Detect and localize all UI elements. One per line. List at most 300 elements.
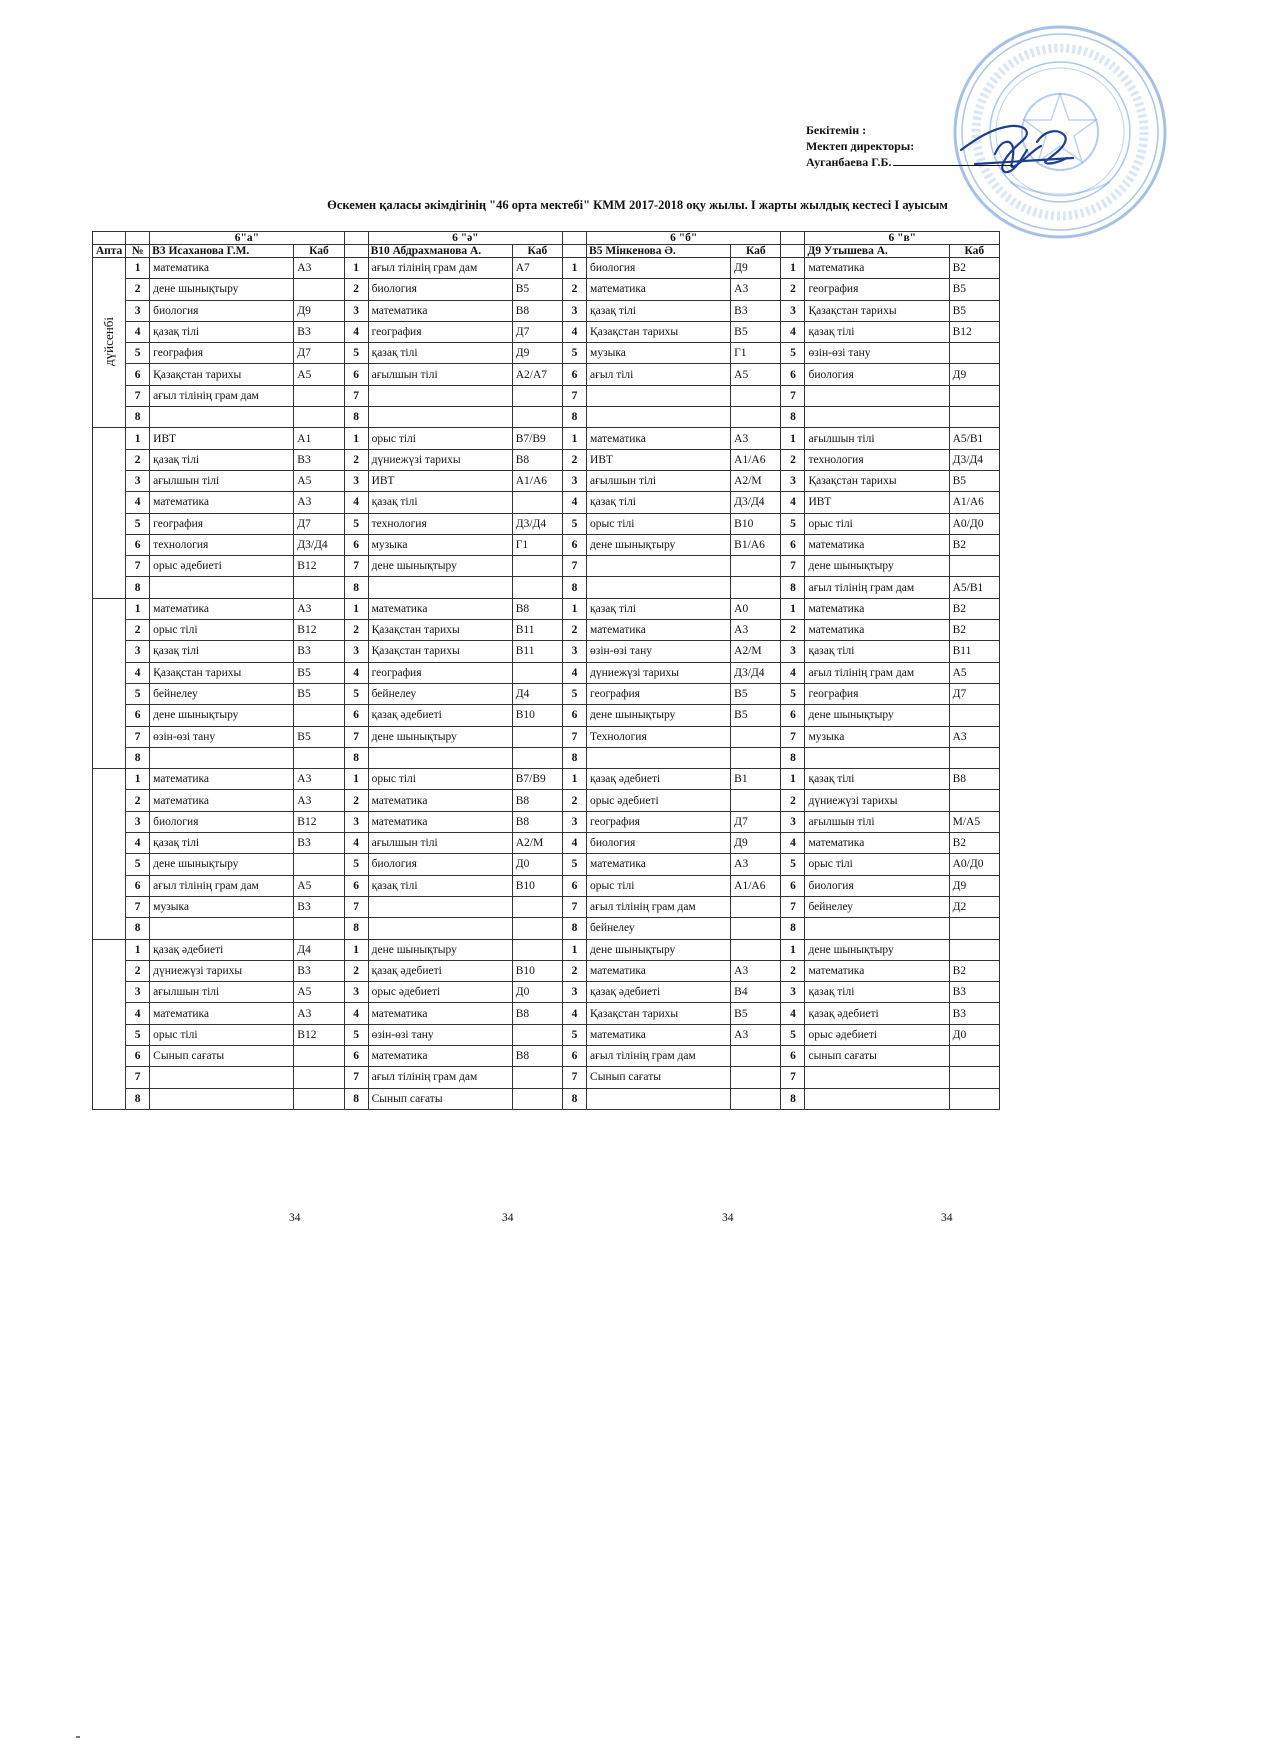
subject-cell: дүниежүзі тарихы (368, 449, 512, 470)
lesson-number: 6 (126, 364, 150, 385)
room-cell: Д3/Д4 (512, 513, 562, 534)
lesson-number: 4 (563, 662, 587, 683)
room-cell: В2 (949, 598, 999, 619)
subject-cell: дене шынықтыру (150, 854, 294, 875)
room-cell: Д7 (949, 683, 999, 704)
room-cell (949, 790, 999, 811)
subject-cell: ағыл тілі (587, 364, 731, 385)
subject-cell: ағылшын тілі (150, 982, 294, 1003)
lesson-number: 6 (781, 705, 805, 726)
subject-cell: география (805, 683, 949, 704)
subject-cell (150, 1067, 294, 1088)
lesson-number: 4 (563, 833, 587, 854)
table-row (93, 1003, 1000, 1024)
lesson-number: 4 (781, 833, 805, 854)
subject-cell: дене шынықтыру (587, 939, 731, 960)
room-cell (512, 726, 562, 747)
subject-cell: бейнелеу (150, 683, 294, 704)
lesson-number: 7 (126, 726, 150, 747)
lesson-number: 4 (126, 321, 150, 342)
lesson-number: 3 (126, 300, 150, 321)
room-cell: А5 (949, 662, 999, 683)
room-cell: А0 (731, 598, 781, 619)
subject-cell: дүниежүзі тарихы (805, 790, 949, 811)
lesson-number: 7 (781, 1067, 805, 1088)
subject-cell: математика (150, 769, 294, 790)
room-cell: В5 (294, 662, 344, 683)
teacher-header-row (93, 245, 1000, 258)
subject-cell: бейнелеу (805, 896, 949, 917)
room-cell: А3 (731, 1024, 781, 1045)
table-row (93, 960, 1000, 981)
table-row (93, 407, 1000, 428)
room-cell (294, 279, 344, 300)
lesson-number: 1 (563, 769, 587, 790)
room-cell (949, 918, 999, 939)
room-cell: В5 (512, 279, 562, 300)
table-row (93, 620, 1000, 641)
lesson-number: 7 (126, 385, 150, 406)
room-cell: В1 (731, 769, 781, 790)
table-row (93, 939, 1000, 960)
subject-cell: ағыл тілінің грам дам (587, 896, 731, 917)
subject-cell: қазақ тілі (368, 343, 512, 364)
room-cell: В3 (294, 641, 344, 662)
room-cell: В8 (512, 598, 562, 619)
lesson-number: 7 (344, 385, 368, 406)
lesson-number: 8 (563, 747, 587, 768)
subject-cell: ИВТ (150, 428, 294, 449)
subject-cell: орыс тілі (805, 513, 949, 534)
room-cell: Д4 (294, 939, 344, 960)
subject-cell (587, 1088, 731, 1109)
room-cell: В10 (731, 513, 781, 534)
room-cell: А1/А6 (731, 449, 781, 470)
lesson-number: 2 (563, 620, 587, 641)
lesson-number: 8 (781, 918, 805, 939)
lesson-number: 6 (563, 875, 587, 896)
room-cell (949, 939, 999, 960)
lesson-number: 8 (781, 1088, 805, 1109)
total-hours: 34 (502, 1212, 514, 1224)
subject-cell: қазақ әдебиеті (150, 939, 294, 960)
lesson-number: 3 (126, 982, 150, 1003)
room-cell: Д3/Д4 (294, 534, 344, 555)
room-cell: В12 (949, 321, 999, 342)
room-cell (294, 385, 344, 406)
header-blank (344, 245, 368, 258)
room-cell (949, 747, 999, 768)
room-cell: А3 (294, 258, 344, 279)
lesson-number: 1 (563, 939, 587, 960)
subject-cell (150, 577, 294, 598)
lesson-number: 7 (344, 726, 368, 747)
subject-cell: ИВТ (805, 492, 949, 513)
lesson-number: 5 (126, 854, 150, 875)
subject-cell: орыс тілі (587, 875, 731, 896)
lesson-number: 7 (563, 385, 587, 406)
room-cell: А2/М (731, 641, 781, 662)
day-cell (93, 769, 126, 939)
lesson-number: 3 (344, 641, 368, 662)
lesson-number: 2 (563, 960, 587, 981)
room-cell (294, 1045, 344, 1066)
lesson-number: 8 (781, 577, 805, 598)
header-blank (344, 232, 368, 245)
lesson-number: 3 (344, 300, 368, 321)
day-cell (93, 428, 126, 598)
class-header-row (93, 232, 1000, 245)
total-hours: 34 (722, 1212, 734, 1224)
subject-cell: бейнелеу (368, 683, 512, 704)
lesson-number: 7 (563, 896, 587, 917)
subject-cell: орыс тілі (150, 620, 294, 641)
room-cell: В12 (294, 556, 344, 577)
subject-cell: Қазақстан тарихы (587, 321, 731, 342)
subject-cell: қазақ әдебиеті (368, 960, 512, 981)
subject-cell: математика (368, 1045, 512, 1066)
subject-cell: технология (368, 513, 512, 534)
lesson-number: 8 (563, 1088, 587, 1109)
room-cell: В5 (949, 279, 999, 300)
lesson-number: 6 (126, 705, 150, 726)
room-cell (512, 896, 562, 917)
lesson-number: 5 (344, 1024, 368, 1045)
subject-cell: Қазақстан тарихы (150, 364, 294, 385)
subject-cell: математика (805, 833, 949, 854)
lesson-number: 6 (563, 364, 587, 385)
table-row (93, 982, 1000, 1003)
room-cell: А1 (294, 428, 344, 449)
lesson-number: 5 (563, 854, 587, 875)
room-cell (949, 1088, 999, 1109)
lesson-number: 5 (563, 343, 587, 364)
day-name: дүйсенбі (101, 316, 117, 366)
lesson-number: 3 (344, 811, 368, 832)
header-blank (781, 232, 805, 245)
room-cell: Д7 (731, 811, 781, 832)
table-row (93, 641, 1000, 662)
room-cell: В8 (512, 300, 562, 321)
table-row (93, 918, 1000, 939)
subject-cell (805, 407, 949, 428)
room-cell (731, 556, 781, 577)
lesson-number: 7 (126, 896, 150, 917)
room-cell: В11 (512, 620, 562, 641)
room-cell: А3 (294, 598, 344, 619)
subject-cell: ағыл тілінің грам дам (150, 385, 294, 406)
lesson-number: 5 (344, 513, 368, 534)
room-cell (512, 407, 562, 428)
room-cell (949, 705, 999, 726)
subject-cell: Қазақстан тарихы (368, 641, 512, 662)
table-row (93, 833, 1000, 854)
subject-cell: орыс тілі (150, 1024, 294, 1045)
lesson-number: 3 (781, 982, 805, 1003)
subject-cell (368, 918, 512, 939)
subject-cell (150, 747, 294, 768)
lesson-number: 2 (344, 620, 368, 641)
subject-cell: математика (150, 1003, 294, 1024)
room-cell: А5 (731, 364, 781, 385)
subject-cell: Сынып сағаты (587, 1067, 731, 1088)
lesson-number: 3 (781, 641, 805, 662)
subject-cell: қазақ тілі (805, 982, 949, 1003)
room-cell: М/А5 (949, 811, 999, 832)
room-cell: Д7 (512, 321, 562, 342)
room-cell: Д9 (731, 833, 781, 854)
subject-cell: қазақ тілі (805, 321, 949, 342)
lesson-number: 3 (344, 470, 368, 491)
table-row (93, 321, 1000, 342)
table-row (93, 747, 1000, 768)
table-row (93, 683, 1000, 704)
lesson-number: 4 (126, 1003, 150, 1024)
lesson-number: 8 (563, 577, 587, 598)
lesson-number: 4 (563, 492, 587, 513)
room-cell: В5 (731, 321, 781, 342)
lesson-number: 1 (781, 939, 805, 960)
table-row (93, 875, 1000, 896)
room-cell: А7 (512, 258, 562, 279)
day-cell (93, 939, 126, 1109)
room-cell: В12 (294, 811, 344, 832)
table-row (93, 726, 1000, 747)
subject-cell: биология (150, 811, 294, 832)
room-cell: А3 (949, 726, 999, 747)
room-cell: В2 (949, 620, 999, 641)
lesson-number: 3 (563, 982, 587, 1003)
room-cell: В5 (731, 683, 781, 704)
room-cell: В3 (294, 896, 344, 917)
subject-cell: ағылшын тілі (805, 428, 949, 449)
room-cell: В3 (294, 449, 344, 470)
lesson-number: 1 (126, 939, 150, 960)
table-row (93, 534, 1000, 555)
subject-cell (587, 407, 731, 428)
lesson-number: 5 (563, 1024, 587, 1045)
table-row (93, 1024, 1000, 1045)
subject-cell: математика (368, 1003, 512, 1024)
subject-cell: орыс тілі (368, 428, 512, 449)
lesson-number: 7 (781, 385, 805, 406)
subject-cell: дене шынықтыру (805, 705, 949, 726)
lesson-number: 6 (781, 875, 805, 896)
subject-cell (587, 385, 731, 406)
lesson-number: 8 (344, 407, 368, 428)
subject-cell: математика (368, 790, 512, 811)
header-blank (93, 232, 126, 245)
subject-cell: математика (587, 620, 731, 641)
subject-cell: қазақ тілі (150, 449, 294, 470)
room-cell (512, 1088, 562, 1109)
lesson-number: 8 (126, 747, 150, 768)
lesson-number: 1 (563, 258, 587, 279)
class-name: 6"а" (150, 232, 344, 245)
room-cell (731, 790, 781, 811)
lesson-number: 3 (781, 470, 805, 491)
lesson-number: 8 (344, 747, 368, 768)
subject-cell: математика (805, 960, 949, 981)
room-cell: В5 (949, 300, 999, 321)
subject-cell: математика (587, 1024, 731, 1045)
room-cell: А5 (294, 982, 344, 1003)
lesson-number: 4 (344, 321, 368, 342)
subject-cell: орыс тілі (805, 854, 949, 875)
subject-cell: ағыл тілінің грам дам (368, 258, 512, 279)
room-cell: В11 (949, 641, 999, 662)
room-cell (294, 705, 344, 726)
room-cell: А5 (294, 470, 344, 491)
subject-cell: математика (587, 279, 731, 300)
subject-cell: география (150, 343, 294, 364)
lesson-number: 5 (563, 683, 587, 704)
room-cell: В11 (512, 641, 562, 662)
lesson-number: 7 (563, 556, 587, 577)
lesson-number: 1 (126, 769, 150, 790)
subject-cell: қазақ әдебиеті (587, 982, 731, 1003)
subject-cell: қазақ тілі (150, 833, 294, 854)
subject-cell: математика (587, 854, 731, 875)
lesson-number: 5 (563, 513, 587, 534)
room-cell (949, 407, 999, 428)
subject-cell: ағыл тілінің грам дам (805, 577, 949, 598)
lesson-number: 5 (781, 343, 805, 364)
subject-cell: ағылшын тілі (150, 470, 294, 491)
subject-cell: қазақ тілі (587, 492, 731, 513)
teacher-name: Д9 Утышева А. (805, 245, 949, 258)
total-hours: 34 (941, 1212, 953, 1224)
subject-cell: өзін-өзі тану (150, 726, 294, 747)
room-cell: В2 (949, 833, 999, 854)
room-cell: В3 (731, 300, 781, 321)
approval-line2: Мектеп директоры: (806, 139, 915, 153)
room-cell: В5 (949, 470, 999, 491)
lesson-number: 4 (781, 1003, 805, 1024)
lesson-number: 2 (126, 279, 150, 300)
lesson-number: 7 (126, 556, 150, 577)
room-cell: В5 (731, 1003, 781, 1024)
subject-cell: қазақ әдебиеті (587, 769, 731, 790)
lesson-number: 1 (781, 598, 805, 619)
lesson-number: 4 (126, 833, 150, 854)
lesson-number: 4 (781, 321, 805, 342)
room-cell: Д4 (512, 683, 562, 704)
subject-cell: дене шынықтыру (368, 726, 512, 747)
subject-cell: орыс әдебиеті (587, 790, 731, 811)
lesson-number: 5 (126, 513, 150, 534)
room-cell: Д3/Д4 (731, 662, 781, 683)
lesson-number: 7 (781, 896, 805, 917)
subject-cell: технология (805, 449, 949, 470)
subject-cell: дене шынықтыру (368, 556, 512, 577)
room-cell: В3 (294, 960, 344, 981)
room-cell: А0/Д0 (949, 513, 999, 534)
lesson-number: 8 (126, 577, 150, 598)
room-cell: В3 (294, 833, 344, 854)
room-cell: В1/А6 (731, 534, 781, 555)
lesson-number: 2 (344, 449, 368, 470)
lesson-number: 1 (563, 598, 587, 619)
lesson-number: 8 (563, 918, 587, 939)
room-cell: В8 (949, 769, 999, 790)
room-cell: В5 (294, 726, 344, 747)
lesson-number: 1 (781, 428, 805, 449)
subject-cell: Қазақстан тарихы (587, 1003, 731, 1024)
room-cell: В8 (512, 811, 562, 832)
subject-cell: Технология (587, 726, 731, 747)
subject-cell: математика (368, 300, 512, 321)
lesson-number: 2 (563, 279, 587, 300)
room-cell (512, 385, 562, 406)
table-row (93, 364, 1000, 385)
lesson-number: 8 (344, 1088, 368, 1109)
table-row (93, 428, 1000, 449)
subject-cell: ағыл тілінің грам дам (368, 1067, 512, 1088)
subject-cell (150, 1088, 294, 1109)
subject-cell: дене шынықтыру (805, 556, 949, 577)
lesson-number: 1 (126, 598, 150, 619)
lesson-number: 6 (344, 534, 368, 555)
lesson-number: 7 (781, 556, 805, 577)
subject-cell: музыка (368, 534, 512, 555)
room-cell: В10 (512, 705, 562, 726)
room-cell: А3 (731, 854, 781, 875)
room-header: Каб (949, 245, 999, 258)
lesson-number: 4 (781, 492, 805, 513)
lesson-number: 6 (781, 534, 805, 555)
table-row (93, 343, 1000, 364)
teacher-name: В5 Мінкенова Ә. (587, 245, 731, 258)
room-cell: В2 (949, 960, 999, 981)
room-cell (731, 896, 781, 917)
subject-cell: биология (805, 364, 949, 385)
subject-cell: география (587, 683, 731, 704)
lesson-number: 6 (126, 534, 150, 555)
room-cell (512, 662, 562, 683)
room-cell: А0/Д0 (949, 854, 999, 875)
room-cell (294, 1067, 344, 1088)
room-cell: Д0 (512, 982, 562, 1003)
room-cell: В7/В9 (512, 769, 562, 790)
room-cell (949, 1067, 999, 1088)
room-cell: Д9 (949, 875, 999, 896)
subject-cell: биология (587, 833, 731, 854)
room-cell (294, 918, 344, 939)
subject-cell: Сынып сағаты (368, 1088, 512, 1109)
subject-cell: дене шынықтыру (150, 279, 294, 300)
room-cell (294, 407, 344, 428)
lesson-number: 2 (781, 960, 805, 981)
room-cell (512, 918, 562, 939)
subject-cell: математика (368, 598, 512, 619)
approval-block (806, 122, 1013, 170)
lesson-number: 6 (126, 1045, 150, 1066)
room-cell: В3 (949, 1003, 999, 1024)
subject-cell: математика (150, 258, 294, 279)
table-row (93, 769, 1000, 790)
subject-cell: биология (587, 258, 731, 279)
room-cell: В2 (949, 258, 999, 279)
lesson-number: 2 (781, 790, 805, 811)
room-cell (512, 556, 562, 577)
lesson-number: 2 (126, 449, 150, 470)
subject-cell: қазақ тілі (587, 598, 731, 619)
subject-cell: орыс тілі (368, 769, 512, 790)
subject-cell: Қазақстан тарихы (805, 470, 949, 491)
header-blank (563, 232, 587, 245)
lesson-number: 7 (563, 726, 587, 747)
